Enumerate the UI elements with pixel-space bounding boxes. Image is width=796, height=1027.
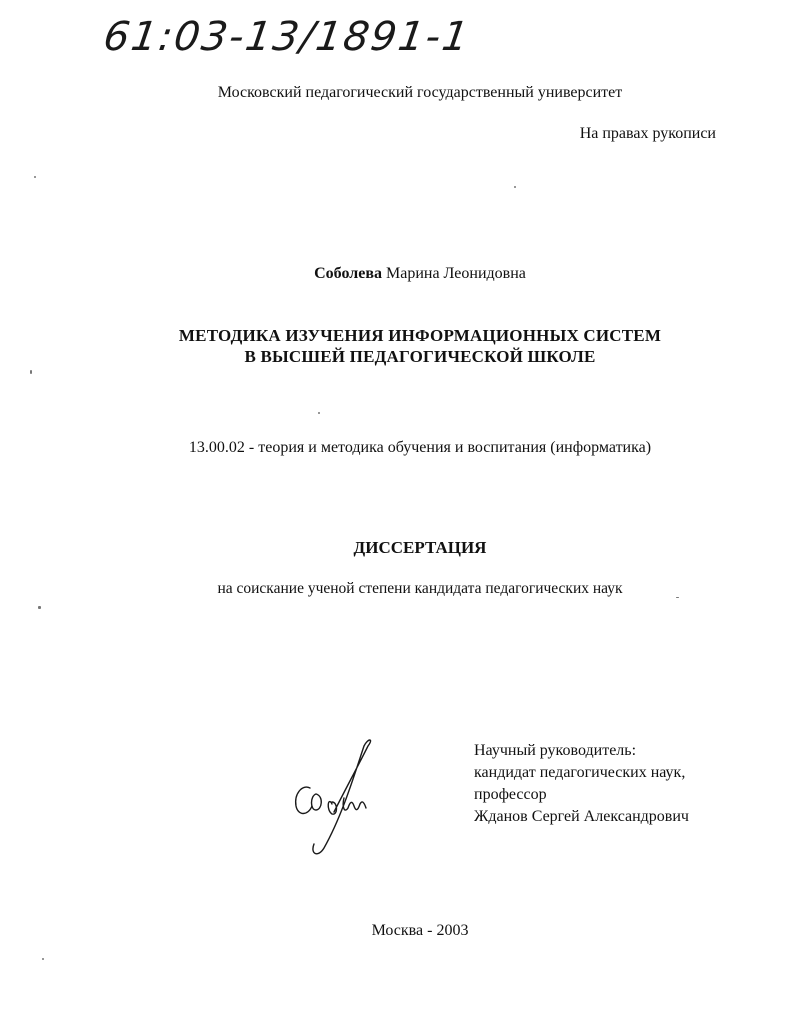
scan-speck <box>34 176 36 178</box>
archive-number-handwritten: 61:03-13/1891-1 <box>100 14 473 60</box>
scan-speck <box>514 186 516 188</box>
title-line-2: В ВЫСШЕЙ ПЕДАГОГИЧЕСКОЙ ШКОЛЕ <box>244 347 596 366</box>
author-given-names: Марина Леонидовна <box>385 265 526 282</box>
author-surname: Соболева <box>314 265 382 282</box>
specialty-code: 13.00.02 - теория и методика обучения и воспитания (информатика) <box>188 439 652 456</box>
degree-statement: на соискание ученой степени кандидата педагогических наук <box>217 580 623 597</box>
city-year: Москва - 2003 <box>371 922 469 939</box>
title-line-1: МЕТОДИКА ИЗУЧЕНИЯ ИНФОРМАЦИОННЫХ СИСТЕМ <box>178 326 662 345</box>
scan-speck <box>42 958 44 960</box>
advisor-rank: профессор <box>474 786 547 803</box>
scientific-advisor <box>474 740 689 828</box>
advisor-heading: Научный руководитель: <box>474 742 637 759</box>
document-type: ДИССЕРТАЦИЯ <box>353 538 487 557</box>
dissertation-title <box>0 325 796 367</box>
manuscript-rights-note: На правах рукописи <box>579 125 716 142</box>
scan-speck <box>30 370 32 374</box>
advisor-degree: кандидат педагогических наук, <box>474 764 686 781</box>
advisor-name: Жданов Сергей Александрович <box>474 808 689 825</box>
scan-speck <box>38 606 41 609</box>
handwritten-signature-icon <box>288 736 388 856</box>
scan-speck <box>676 597 679 598</box>
scan-speck <box>318 412 320 414</box>
university-name: Московский педагогический государственный университет <box>217 84 623 101</box>
author-name <box>0 265 796 283</box>
